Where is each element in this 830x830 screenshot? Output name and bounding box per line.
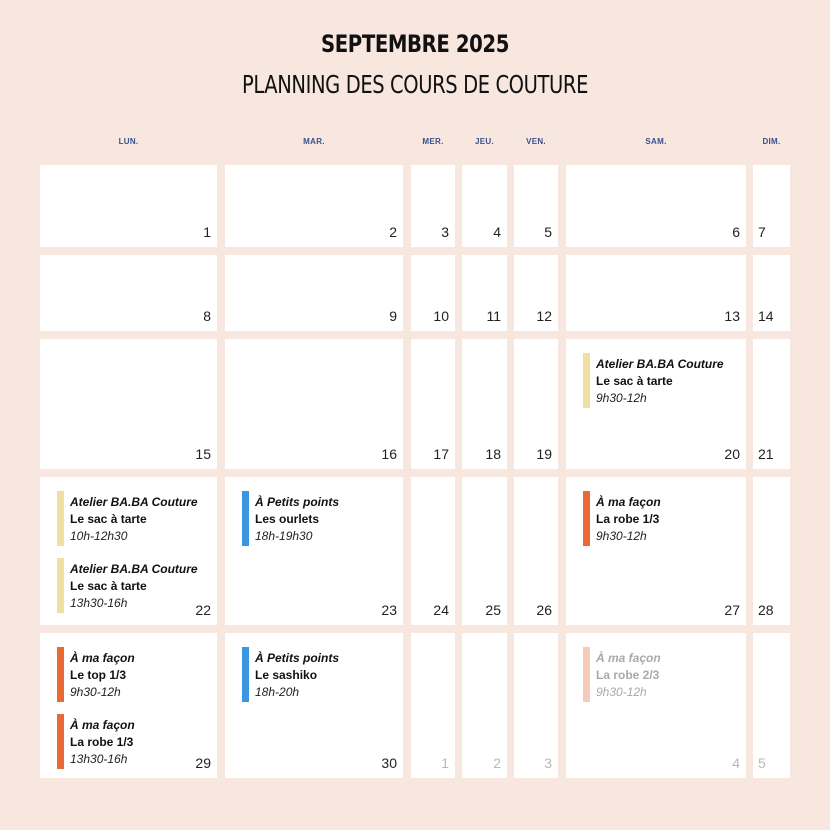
course-event[interactable] [57, 714, 135, 769]
weekday-wed: MER. [422, 137, 444, 146]
day-cell[interactable] [753, 633, 790, 778]
event-title: À ma façon [596, 651, 661, 665]
day-cell[interactable] [462, 633, 507, 778]
event-title: À Petits points [255, 651, 340, 665]
day-number: 22 [195, 602, 211, 618]
event-course: La robe 1/3 [596, 512, 660, 526]
event-title: À ma façon [596, 495, 661, 509]
event-title: À Petits points [255, 495, 340, 509]
day-number: 25 [485, 602, 501, 618]
event-color-bar [57, 558, 64, 613]
day-cell[interactable] [566, 633, 746, 778]
day-number: 21 [758, 446, 774, 462]
day-number: 8 [203, 308, 211, 324]
course-event[interactable] [242, 647, 339, 702]
day-cell[interactable] [225, 339, 403, 469]
page-title: SEPTEMBRE 2025 [321, 30, 509, 58]
event-course: Les ourlets [255, 512, 320, 526]
event-course: La robe 1/3 [70, 735, 134, 749]
day-number: 11 [486, 308, 501, 324]
event-time: 13h30-16h [70, 752, 128, 766]
day-number: 27 [724, 602, 740, 618]
day-cell[interactable] [462, 165, 507, 247]
day-cell[interactable] [566, 255, 746, 331]
day-number: 24 [433, 602, 449, 618]
day-cell[interactable] [514, 255, 558, 331]
weekday-sun: DIM. [762, 137, 781, 146]
day-number: 12 [536, 308, 552, 324]
event-course: Le sac à tarte [70, 579, 147, 593]
day-number: 7 [758, 224, 766, 240]
day-cell[interactable] [462, 255, 507, 331]
day-number: 20 [724, 446, 740, 462]
weekday-tue: MAR. [303, 137, 325, 146]
day-cell[interactable] [225, 477, 403, 625]
event-time: 9h30-12h [70, 685, 121, 699]
day-cell[interactable] [753, 339, 790, 469]
day-cell[interactable] [514, 477, 558, 625]
event-color-bar [57, 491, 64, 546]
day-number: 14 [758, 308, 774, 324]
event-color-bar [242, 491, 249, 546]
event-color-bar [242, 647, 249, 702]
day-cell[interactable] [40, 633, 217, 778]
weekday-thu: JEU. [475, 137, 494, 146]
day-number: 1 [203, 224, 211, 240]
day-number: 2 [493, 755, 501, 771]
day-cell[interactable] [225, 165, 403, 247]
day-number: 2 [389, 224, 397, 240]
day-cell[interactable] [753, 477, 790, 625]
course-event[interactable] [57, 647, 135, 702]
day-cell[interactable] [566, 477, 746, 625]
page-subtitle: PLANNING DES COURS DE COUTURE [241, 70, 589, 99]
event-title: Atelier BA.BA Couture [70, 495, 198, 509]
day-cell[interactable] [40, 165, 217, 247]
day-cell[interactable] [225, 255, 403, 331]
event-time: 9h30-12h [596, 529, 647, 543]
event-course: Le top 1/3 [70, 668, 127, 682]
event-title: Atelier BA.BA Couture [596, 357, 724, 371]
day-cell[interactable] [514, 633, 558, 778]
day-cell[interactable] [40, 255, 217, 331]
day-number: 5 [758, 755, 766, 771]
event-time: 13h30-16h [70, 596, 128, 610]
event-course: La robe 2/3 [596, 668, 660, 682]
day-number: 30 [381, 755, 397, 771]
event-time: 18h-20h [255, 685, 300, 699]
day-number: 16 [381, 446, 397, 462]
day-cell[interactable] [411, 339, 455, 469]
course-event[interactable] [57, 558, 198, 613]
event-course: Le sac à tarte [596, 374, 673, 388]
day-cell[interactable] [411, 165, 455, 247]
event-color-bar [57, 714, 64, 769]
event-time: 9h30-12h [596, 685, 647, 699]
day-cell[interactable] [753, 255, 790, 331]
day-number: 10 [433, 308, 449, 324]
day-number: 6 [732, 224, 740, 240]
day-cell[interactable] [462, 477, 507, 625]
day-number: 1 [441, 755, 449, 771]
event-color-bar [583, 491, 590, 546]
event-time: 10h-12h30 [70, 529, 128, 543]
day-number: 19 [536, 446, 552, 462]
course-event[interactable] [242, 491, 339, 546]
day-number: 9 [389, 308, 397, 324]
day-cell[interactable] [225, 633, 403, 778]
weekday-sat: SAM. [645, 137, 667, 146]
event-course: Le sac à tarte [70, 512, 147, 526]
day-cell[interactable] [411, 255, 455, 331]
day-cell[interactable] [566, 339, 746, 469]
course-event[interactable] [583, 647, 661, 702]
event-course: Le sashiko [255, 668, 318, 682]
day-number: 26 [536, 602, 552, 618]
day-number: 28 [758, 602, 774, 618]
day-number: 3 [544, 755, 552, 771]
weekday-fri: VEN. [526, 137, 546, 146]
day-number: 23 [381, 602, 397, 618]
event-time: 18h-19h30 [255, 529, 313, 543]
course-event[interactable] [583, 491, 661, 546]
day-number: 4 [493, 224, 501, 240]
event-title: Atelier BA.BA Couture [70, 562, 198, 576]
day-cell[interactable] [753, 165, 790, 247]
event-title: À ma façon [70, 718, 135, 732]
weekday-mon: LUN. [118, 137, 139, 146]
event-color-bar [57, 647, 64, 702]
day-number: 4 [732, 755, 740, 771]
day-cell[interactable] [514, 339, 558, 469]
day-number: 3 [441, 224, 449, 240]
day-cell[interactable] [411, 633, 455, 778]
day-number: 17 [433, 446, 449, 462]
event-color-bar [583, 647, 590, 702]
day-number: 5 [544, 224, 552, 240]
event-color-bar [583, 353, 590, 408]
course-event[interactable] [57, 491, 198, 546]
day-cell[interactable] [566, 165, 746, 247]
day-cell[interactable] [40, 477, 217, 625]
day-number: 13 [724, 308, 740, 324]
day-cell[interactable] [462, 339, 507, 469]
day-number: 15 [195, 446, 211, 462]
day-number: 18 [485, 446, 501, 462]
event-title: À ma façon [70, 651, 135, 665]
day-cell[interactable] [411, 477, 455, 625]
course-event[interactable] [583, 353, 724, 408]
day-cell[interactable] [514, 165, 558, 247]
event-time: 9h30-12h [596, 391, 647, 405]
day-cell[interactable] [40, 339, 217, 469]
day-number: 29 [195, 755, 211, 771]
